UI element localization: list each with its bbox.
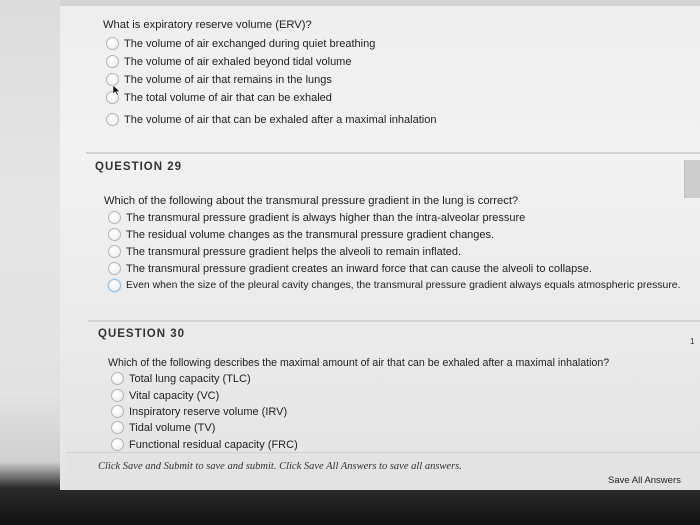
q30-option-4[interactable]	[111, 421, 215, 434]
section-divider	[86, 152, 700, 154]
option-label: Total lung capacity (TLC)	[129, 372, 251, 385]
question-30-header: QUESTION 30	[98, 328, 186, 340]
question-29-header: QUESTION 29	[95, 161, 183, 173]
radio-button[interactable]	[108, 279, 121, 292]
q30-option-3[interactable]	[111, 405, 287, 418]
radio-button[interactable]	[111, 421, 124, 434]
option-label: Vital capacity (VC)	[129, 389, 220, 402]
top-divider	[60, 0, 700, 6]
q28-option-2[interactable]	[106, 55, 351, 68]
option-label: The volume of air that remains in the lungs	[124, 73, 332, 86]
radio-button[interactable]	[106, 113, 119, 126]
question-28-prompt: What is expiratory reserve volume (ERV)?	[103, 19, 312, 31]
q28-option-1[interactable]	[106, 37, 375, 50]
q29-option-2[interactable]	[108, 228, 494, 241]
q29-option-3[interactable]	[108, 245, 461, 258]
radio-button[interactable]	[108, 228, 121, 241]
option-label: The volume of air exhaled beyond tidal volume	[124, 55, 352, 68]
option-label: The residual volume changes as the transmural pressure gradient changes.	[126, 228, 495, 241]
scrollbar-thumb[interactable]	[684, 160, 700, 198]
q30-option-5[interactable]	[111, 438, 298, 451]
q30-option-2[interactable]	[111, 389, 219, 402]
option-label: Even when the size of the pleural cavity changes, the transmural pressure gradient always equals atmospheric pressure.	[126, 280, 681, 291]
radio-button[interactable]	[108, 262, 121, 275]
q28-option-5[interactable]	[106, 113, 436, 126]
option-label: The total volume of air that can be exhaled	[124, 91, 332, 104]
option-label: The volume of air exchanged during quiet breathing	[124, 37, 376, 50]
q28-option-4[interactable]	[106, 91, 332, 104]
q29-option-4[interactable]	[108, 262, 592, 275]
radio-button[interactable]	[106, 55, 119, 68]
save-all-answers-button[interactable]: Save All Answers	[608, 475, 681, 486]
q28-option-3[interactable]	[106, 73, 332, 86]
radio-button[interactable]	[108, 211, 121, 224]
radio-button[interactable]	[111, 438, 124, 451]
mouse-pointer-icon	[113, 85, 121, 96]
q29-option-5[interactable]	[108, 279, 680, 292]
question-30-prompt: Which of the following describes the maximal amount of air that can be exhaled after a maximal inhalation?	[108, 357, 610, 369]
save-instructions: Click Save and Submit to save and submit. Click Save All Answers to save all answers.	[98, 461, 462, 472]
radio-button[interactable]	[106, 37, 119, 50]
q30-option-1[interactable]	[111, 372, 251, 385]
option-label: Tidal volume (TV)	[129, 421, 216, 434]
option-label: Functional residual capacity (FRC)	[129, 438, 298, 451]
q29-option-1[interactable]	[108, 211, 525, 224]
question-29-prompt: Which of the following about the transmural pressure gradient in the lung is correct?	[104, 195, 519, 207]
radio-button[interactable]	[111, 372, 124, 385]
option-label: The transmural pressure gradient is always higher than the intra-alveolar pressure	[126, 211, 526, 224]
option-label: The transmural pressure gradient helps the alveoli to remain inflated.	[126, 245, 462, 258]
section-divider	[88, 320, 700, 322]
radio-button[interactable]	[111, 405, 124, 418]
option-label: The transmural pressure gradient creates an inward force that can cause the alveoli to collapse.	[126, 262, 592, 275]
radio-button[interactable]	[111, 389, 124, 402]
edge-mark: 1	[690, 337, 695, 346]
radio-button[interactable]	[108, 245, 121, 258]
option-label: Inspiratory reserve volume (IRV)	[129, 405, 288, 418]
option-label: The volume of air that can be exhaled after a maximal inhalation	[124, 113, 437, 126]
